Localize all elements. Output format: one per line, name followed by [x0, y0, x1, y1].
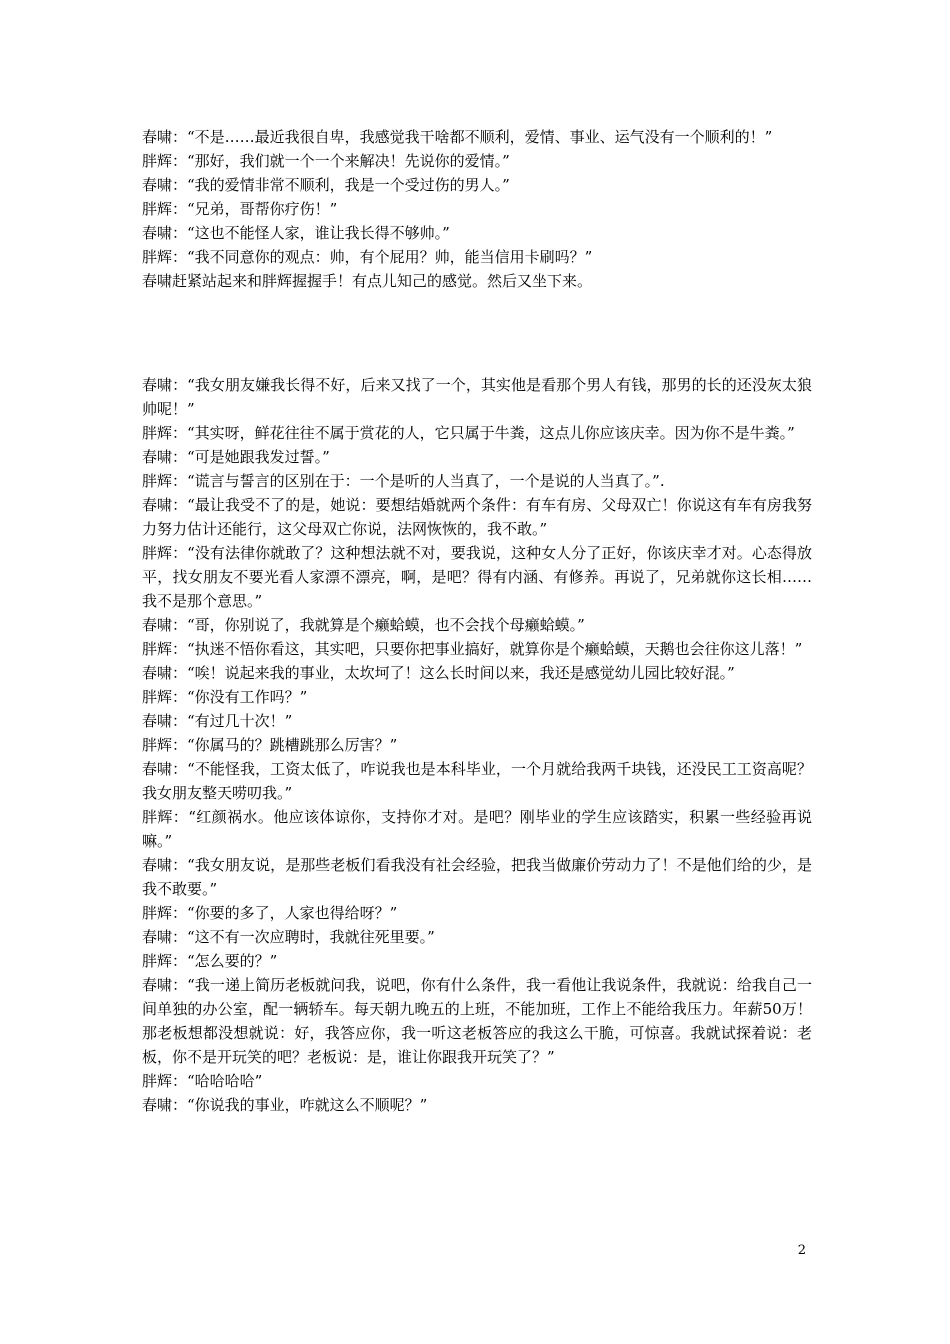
dialogue-line: 春啸：“不是……最近我很自卑，我感觉我干啥都不顺利，爱情、事业、运气没有一个顺利的！” [142, 128, 773, 146]
dialogue-line: 春啸：“我一递上简历老板就问我，说吧，你有什么条件，我一看他让我说条件，我就说：给我自己一间单独的办公室，配一辆轿车。每天朝九晚五的上班，不能加班，工作上不能给我压力。年薪50万！那老板想都没想就说：好，我答应你，我一听这老板答应的我这么干脆，可惊喜。我就试探着说：老板，你不是开玩笑的吧？老板说：是，谁让你跟我开玩笑了？” [142, 976, 812, 1066]
dialogue-block-one [142, 125, 812, 293]
dialogue-line: 胖辉：“其实呀，鲜花往往不属于赏花的人，它只属于牛粪，这点儿你应该庆幸。因为你不是牛粪。” [142, 424, 795, 442]
dialogue-line: 春啸：“可是她跟我发过誓。” [142, 448, 330, 466]
dialogue-line: 胖辉：“哈哈哈哈” [142, 1072, 263, 1090]
dialogue-line: 春啸：“我女朋友嫌我长得不好，后来又找了一个，其实他是看那个男人有钱，那男的长的还没灰太狼帅呢！” [142, 376, 812, 418]
dialogue-line: 胖辉：“谎言与誓言的区别在于：一个是听的人当真了，一个是说的人当真了。”. [142, 472, 665, 490]
dialogue-line: 春啸：“唉！说起来我的事业，太坎坷了！这么长时间以来，我还是感觉幼儿园比较好混。” [142, 664, 735, 682]
dialogue-line: 春啸：“这不有一次应聘时，我就往死里要。” [142, 928, 435, 946]
dialogue-line: 胖辉：“红颜祸水。他应该体谅你，支持你才对。是吧？刚毕业的学生应该踏实，积累一些经验再说嘛。” [142, 808, 812, 850]
dialogue-line: 胖辉：“执迷不悟你看这，其实吧，只要你把事业搞好，就算你是个癞蛤蟆，天鹅也会往你这儿落！” [142, 640, 803, 658]
dialogue-line: 春啸：“这也不能怪人家，谁让我长得不够帅。” [142, 224, 450, 242]
dialogue-line: 春啸：“我女朋友说，是那些老板们看我没有社会经验，把我当做廉价劳动力了！不是他们给的少，是我不敢要。” [142, 856, 812, 898]
dialogue-line: 春啸：“最让我受不了的是，她说：要想结婚就两个条件：有车有房、父母双亡！你说这有车有房我努力努力估计还能行，这父母双亡你说，法网恢恢的，我不敢。” [142, 496, 812, 538]
dialogue-block-two [142, 373, 812, 1117]
dialogue-line: 胖辉：“怎么要的？” [142, 952, 278, 970]
dialogue-line: 胖辉：“那好，我们就一个一个来解决！先说你的爱情。” [142, 152, 510, 170]
dialogue-line: 胖辉：“没有法律你就敢了？这种想法就不对，要我说，这种女人分了正好，你该庆幸才对。心态得放平，找女朋友不要光看人家漂不漂亮，啊，是吧？得有内涵、有修养。再说了，兄弟就你这长相……我不是那个意思。” [142, 544, 812, 610]
dialogue-line: 春啸：“我的爱情非常不顺利，我是一个受过伤的男人。” [142, 176, 510, 194]
dialogue-line: 春啸：“你说我的事业，咋就这么不顺呢？” [142, 1096, 428, 1114]
dialogue-line: 春啸：“哥，你别说了，我就算是个癞蛤蟆，也不会找个母癞蛤蟆。” [142, 616, 585, 634]
dialogue-line: 胖辉：“你属马的？跳槽跳那么厉害？” [142, 736, 398, 754]
dialogue-line: 胖辉：“你没有工作吗？” [142, 688, 308, 706]
dialogue-line: 春啸：“有过几十次！” [142, 712, 293, 730]
dialogue-line: 胖辉：“我不同意你的观点：帅，有个屁用？帅，能当信用卡刷吗？” [142, 248, 593, 266]
dialogue-line: 胖辉：“你要的多了，人家也得给呀？” [142, 904, 398, 922]
dialogue-line: 春啸：“不能怪我，工资太低了，咋说我也是本科毕业，一个月就给我两千块钱，还没民工工资高呢？我女朋友整天唠叨我。” [142, 760, 812, 802]
page-number: 2 [797, 1243, 806, 1258]
dialogue-line: 胖辉：“兄弟，哥帮你疗伤！” [142, 200, 338, 218]
stage-direction: 春啸赶紧站起来和胖辉握握手！有点儿知己的感觉。然后又坐下来。 [142, 272, 593, 290]
